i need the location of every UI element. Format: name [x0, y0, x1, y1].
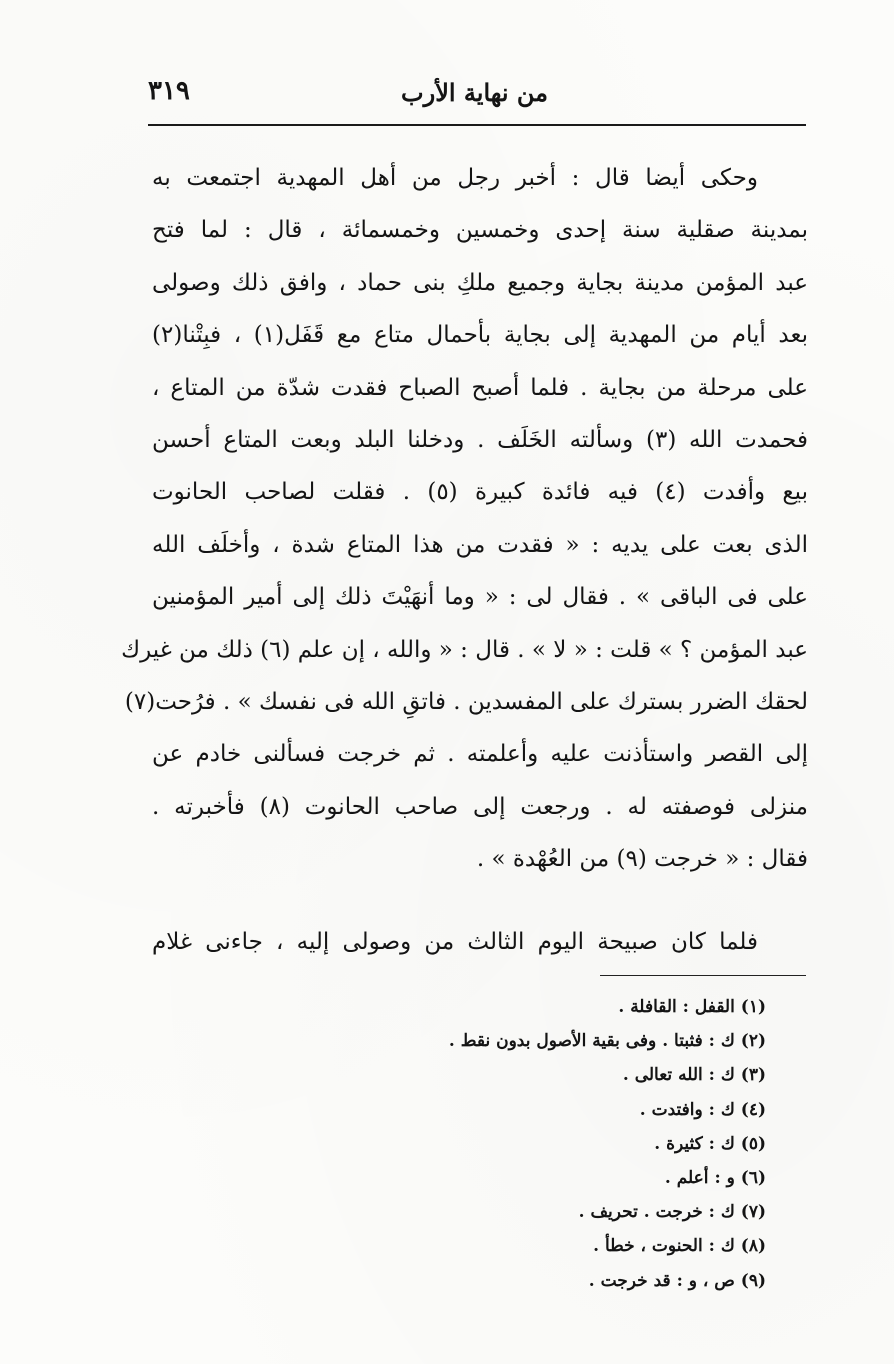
text-line: بمدينة صقلية سنة إحدى وخمسين وخمسمائة ، قال : لما فتح	[152, 217, 808, 244]
text-line: إلى القصر واستأذنت عليه وأعلمته . ثم خرجت فسألنى خادم عن	[152, 741, 808, 768]
footnote: (٩) ص ، و : قد خرجت .	[588, 1270, 766, 1291]
footnote: (٧) ك : خرجت . تحريف .	[578, 1202, 766, 1223]
text-line: وحكى أيضا قال : أخبر رجل من أهل المهدية اجتمعت به	[152, 165, 758, 191]
footnotes	[380, 990, 766, 1298]
footnote: (٦) و : أعلم .	[664, 1167, 766, 1188]
text-line: فقال : « خرجت (٩) من العُهْدة » .	[476, 846, 808, 873]
footnote: (١) القفل : القافلة .	[618, 997, 766, 1017]
header-rule	[148, 124, 806, 126]
text-line: على مرحلة من بجاية . فلما أصبح الصباح فقدت شدّة من المتاع ،	[152, 374, 808, 401]
footnote: (٥) ك : كثيرة .	[654, 1133, 766, 1154]
text-line: بيع وأفدت (٤) فيه فائدة كبيرة (٥) . فقلت لصاحب الحانوت	[152, 479, 808, 506]
text-line: فحمدت الله (٣) وسألته الخَلَف . ودخلنا البلد وبعت المتاع أحسن	[152, 426, 808, 453]
footnote-rule	[600, 975, 806, 976]
text-line: على فى الباقى » . فقال لى : « وما أنهَيْتَ ذلك إلى أمير المؤمنين	[152, 584, 808, 611]
footnote: (٤) ك : وافتدت .	[639, 1099, 766, 1120]
text-line: بعد أيام من المهدية إلى بجاية بأحمال متاع مع قَفَل(١) ، فبِتْنا(٢)	[152, 322, 808, 349]
text-line: الذى بعت على يديه : « فقدت من هذا المتاع شدة ، وأخلَف الله	[152, 531, 808, 558]
footnote: (٣) ك : الله تعالى .	[622, 1065, 766, 1086]
main-paragraph	[121, 152, 808, 885]
text-line: منزلى فوصفته له . ورجعت إلى صاحب الحانوت (٨) فأخبرته .	[152, 793, 808, 820]
text-line: فلما كان صبيحة اليوم الثالث من وصولى إليه ، جاءنى غلام	[152, 929, 758, 955]
second-paragraph	[152, 916, 808, 968]
text-line: عبد المؤمن مدينة بجاية وجميع ملكِ بنى حماد ، وافق ذلك وصولى	[152, 269, 808, 296]
running-title: من نهاية الأرب	[401, 78, 548, 107]
footnote: (٢) ك : فثبتا . وفى بقية الأصول بدون نقط .	[448, 1031, 766, 1052]
page-header	[148, 76, 806, 120]
footnote: (٨) ك : الحنوت ، خطأ .	[593, 1236, 766, 1257]
page-number: ٣١٩	[148, 76, 190, 106]
text-line: عبد المؤمن ؟ » قلت : « لا » . قال : « والله ، إن علم (٦) ذلك من غيرك	[121, 636, 808, 663]
text-line: لحقك الضرر بسترك على المفسدين . فاتقِ الله فى نفسك » . فرُحت(٧)	[124, 688, 808, 715]
